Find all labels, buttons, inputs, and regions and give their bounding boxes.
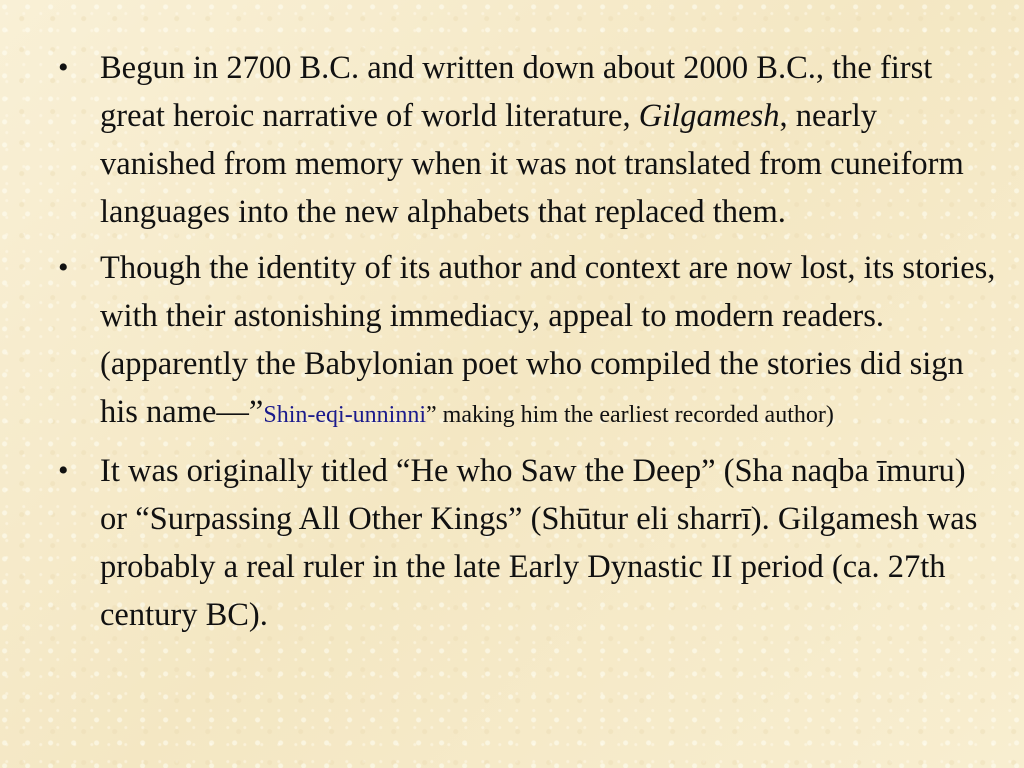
bullet-mark: • [58, 454, 69, 487]
bullet-mark: • [58, 251, 69, 284]
bullet-text-author-part2: ” making him the earliest recorded author) [426, 402, 834, 428]
bullet-item-titles [58, 447, 998, 639]
author-name: Shin-eqi-unninni [263, 402, 427, 428]
bullet-text-origin-part1: Begun in 2700 B.C. and written down about 2000 B.C., the first great heroic narrative of world literature, [100, 50, 933, 134]
bullet-item-author [58, 244, 998, 439]
bullet-list [58, 44, 998, 647]
bullet-mark: • [58, 51, 69, 84]
bullet-text-origin-part2: , nearly vanished from memory when it was not translated from cuneiform languages into the new alphabets that replaced them. [100, 98, 964, 230]
bullet-text-titles: It was originally titled “He who Saw the Deep” (Sha naqba īmuru) or “Surpassing All Other Kings” (Shūtur eli sharrī). Gilgamesh was probably a real ruler in the late Early Dynastic II period (ca. 27th century BC). [100, 453, 978, 633]
bullet-item-origin [58, 44, 998, 236]
title-gilgamesh: Gilgamesh [638, 98, 780, 134]
bullet-text-author-part1: Though the identity of its author and context are now lost, its stories, with their astonishing immediacy, appeal to modern readers. (apparently the Babylonian poet who compiled the stories did sign his name—” [100, 250, 996, 430]
